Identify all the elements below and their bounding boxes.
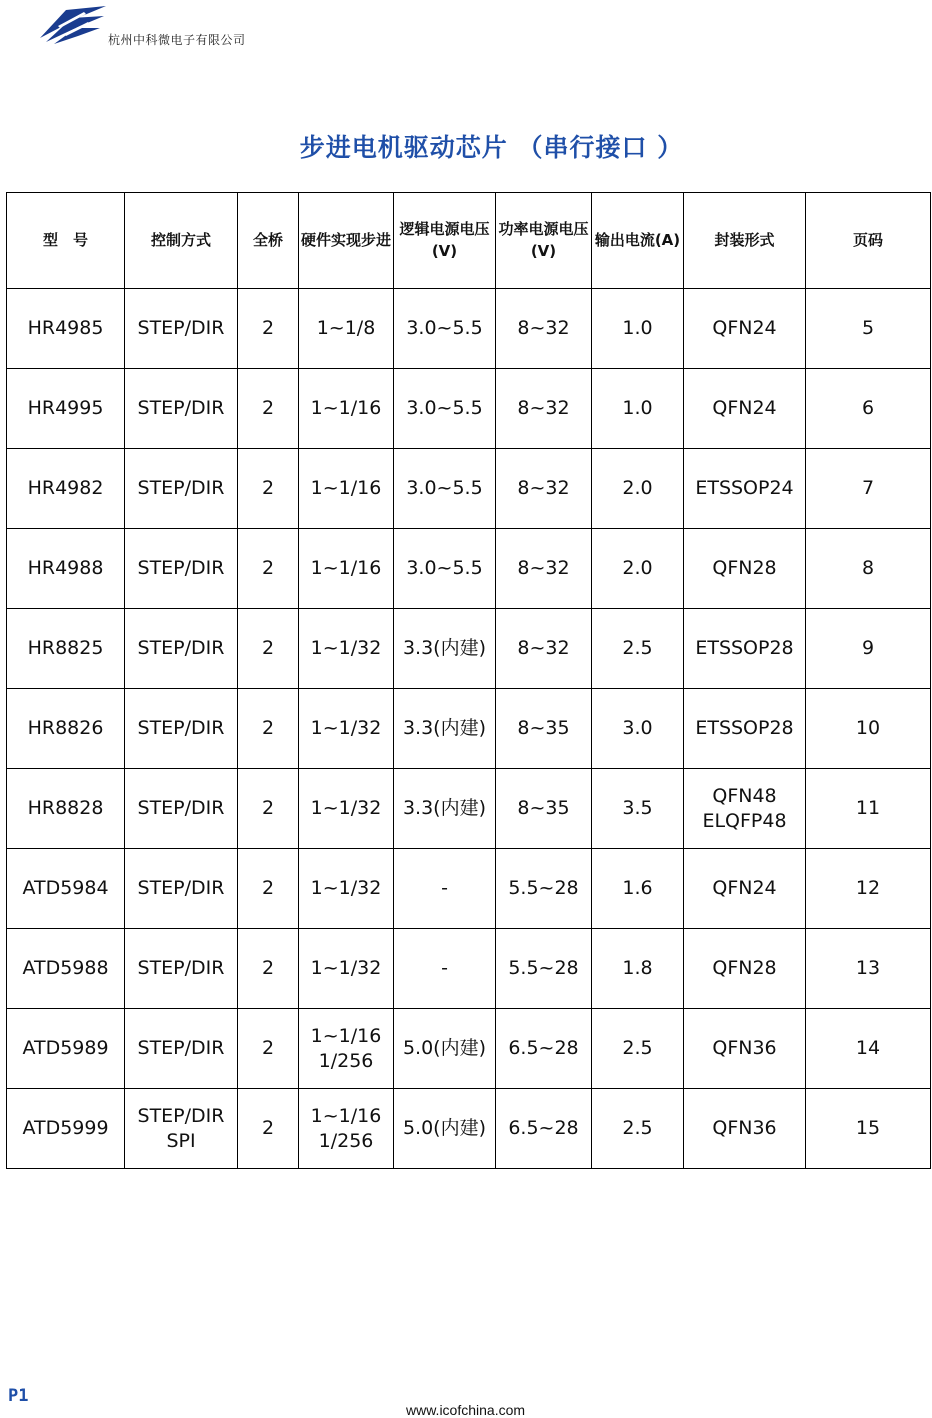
- table-row: [7, 1089, 931, 1169]
- table-cell: 3.0: [592, 689, 684, 769]
- table-cell: STEP/DIR: [125, 1009, 238, 1089]
- table-cell: 1~1/32: [299, 849, 394, 929]
- table-cell: HR4985: [7, 289, 125, 369]
- table-cell: 3.0~5.5: [394, 449, 496, 529]
- table-cell: 2.0: [592, 529, 684, 609]
- page-title: 步进电机驱动芯片 （串行接口 ）: [299, 133, 684, 162]
- table-cell: HR8826: [7, 689, 125, 769]
- table-cell: HR4995: [7, 369, 125, 449]
- table-header-row: [7, 193, 931, 289]
- table-cell: -: [394, 929, 496, 1009]
- table-cell: 1~1/16: [299, 449, 394, 529]
- website-url: www.icofchina.com: [406, 1402, 526, 1418]
- column-header: 页码: [806, 193, 931, 289]
- table-cell: 2: [238, 609, 299, 689]
- table-cell: 3.0~5.5: [394, 289, 496, 369]
- table-cell: QFN48 ELQFP48: [684, 769, 806, 849]
- table-cell: ATD5989: [7, 1009, 125, 1089]
- table-cell: 2: [238, 769, 299, 849]
- table-cell: 3.3(内建): [394, 609, 496, 689]
- table-cell: 2: [238, 1089, 299, 1169]
- column-header: 控制方式: [125, 193, 238, 289]
- table-cell: 8~32: [496, 609, 592, 689]
- column-header: 全桥: [238, 193, 299, 289]
- table-cell: 1.8: [592, 929, 684, 1009]
- table-cell: STEP/DIR: [125, 929, 238, 1009]
- table-cell: QFN28: [684, 529, 806, 609]
- table-cell: HR4988: [7, 529, 125, 609]
- table-cell: 1~1/16: [299, 369, 394, 449]
- table-cell: 7: [806, 449, 931, 529]
- table-cell: STEP/DIR: [125, 289, 238, 369]
- table-row: [7, 689, 931, 769]
- table-cell: 8~35: [496, 689, 592, 769]
- table-cell: 1~1/32: [299, 689, 394, 769]
- table-cell: 8~35: [496, 769, 592, 849]
- table-cell: 8~32: [496, 289, 592, 369]
- table-cell: 5.5~28: [496, 849, 592, 929]
- table-cell: STEP/DIR: [125, 529, 238, 609]
- column-header: 硬件实现步进: [299, 193, 394, 289]
- table-row: [7, 1009, 931, 1089]
- table-cell: 2.5: [592, 1089, 684, 1169]
- table-cell: 2: [238, 369, 299, 449]
- table-cell: 2: [238, 689, 299, 769]
- product-table: [6, 192, 931, 1169]
- table-cell: 12: [806, 849, 931, 929]
- table-row: [7, 289, 931, 369]
- table-cell: 1~1/32: [299, 769, 394, 849]
- table-cell: QFN36: [684, 1009, 806, 1089]
- table-cell: 1.0: [592, 289, 684, 369]
- table-row: [7, 529, 931, 609]
- table-cell: 1~1/8: [299, 289, 394, 369]
- table-cell: 14: [806, 1009, 931, 1089]
- table-cell: 6: [806, 369, 931, 449]
- table-cell: 2: [238, 849, 299, 929]
- table-cell: 8~32: [496, 529, 592, 609]
- table-cell: 8~32: [496, 449, 592, 529]
- table-cell: 6.5~28: [496, 1009, 592, 1089]
- table-cell: QFN24: [684, 289, 806, 369]
- table-cell: 1~1/32: [299, 609, 394, 689]
- table-cell: ATD5999: [7, 1089, 125, 1169]
- table-cell: STEP/DIR: [125, 609, 238, 689]
- table-cell: 11: [806, 769, 931, 849]
- table-cell: 1.0: [592, 369, 684, 449]
- table-cell: 8~32: [496, 369, 592, 449]
- table-cell: STEP/DIR: [125, 369, 238, 449]
- table-cell: 13: [806, 929, 931, 1009]
- table-cell: 5: [806, 289, 931, 369]
- table-cell: 3.3(内建): [394, 689, 496, 769]
- company-logo-icon: [36, 4, 108, 46]
- table-cell: 1~1/16: [299, 529, 394, 609]
- table-row: [7, 929, 931, 1009]
- table-cell: QFN36: [684, 1089, 806, 1169]
- table-cell: 2: [238, 449, 299, 529]
- table-body: [7, 289, 931, 1169]
- table-cell: 2.5: [592, 1009, 684, 1089]
- page-number: P1: [8, 1386, 29, 1406]
- column-header: 封装形式: [684, 193, 806, 289]
- table-cell: 2: [238, 289, 299, 369]
- table-cell: STEP/DIR: [125, 849, 238, 929]
- table-cell: 2.0: [592, 449, 684, 529]
- column-header: 输出电流(A): [592, 193, 684, 289]
- table-cell: HR8828: [7, 769, 125, 849]
- table-cell: 1~1/16 1/256: [299, 1089, 394, 1169]
- table-cell: ETSSOP28: [684, 609, 806, 689]
- table-cell: 6.5~28: [496, 1089, 592, 1169]
- table-cell: 10: [806, 689, 931, 769]
- table-cell: ETSSOP24: [684, 449, 806, 529]
- table-row: [7, 849, 931, 929]
- table-cell: 3.0~5.5: [394, 369, 496, 449]
- table-cell: 2: [238, 529, 299, 609]
- table-cell: QFN24: [684, 849, 806, 929]
- table-cell: 5.0(内建): [394, 1009, 496, 1089]
- table-cell: ATD5984: [7, 849, 125, 929]
- table-cell: 5.5~28: [496, 929, 592, 1009]
- table-cell: QFN28: [684, 929, 806, 1009]
- table-cell: HR8825: [7, 609, 125, 689]
- table-cell: 1.6: [592, 849, 684, 929]
- table-row: [7, 769, 931, 849]
- table-cell: 2: [238, 1009, 299, 1089]
- table-cell: 8: [806, 529, 931, 609]
- table-cell: ATD5988: [7, 929, 125, 1009]
- table-cell: 3.3(内建): [394, 769, 496, 849]
- column-header: 功率电源电压(V): [496, 193, 592, 289]
- company-name: 杭州中科微电子有限公司: [108, 33, 246, 47]
- table-cell: 2: [238, 929, 299, 1009]
- table-cell: 3.5: [592, 769, 684, 849]
- table-cell: 2.5: [592, 609, 684, 689]
- table-cell: 1~1/32: [299, 929, 394, 1009]
- table-cell: ETSSOP28: [684, 689, 806, 769]
- table-row: [7, 449, 931, 529]
- table-row: [7, 609, 931, 689]
- table-cell: HR4982: [7, 449, 125, 529]
- table-cell: 9: [806, 609, 931, 689]
- table-cell: STEP/DIR: [125, 769, 238, 849]
- table-cell: 3.0~5.5: [394, 529, 496, 609]
- table-cell: STEP/DIR SPI: [125, 1089, 238, 1169]
- table-row: [7, 369, 931, 449]
- table-cell: 5.0(内建): [394, 1089, 496, 1169]
- table-cell: STEP/DIR: [125, 449, 238, 529]
- column-header: 型 号: [7, 193, 125, 289]
- table-cell: QFN24: [684, 369, 806, 449]
- table-cell: 1~1/16 1/256: [299, 1009, 394, 1089]
- column-header: 逻辑电源电压 (V): [394, 193, 496, 289]
- table-cell: -: [394, 849, 496, 929]
- table-cell: 15: [806, 1089, 931, 1169]
- table-cell: STEP/DIR: [125, 689, 238, 769]
